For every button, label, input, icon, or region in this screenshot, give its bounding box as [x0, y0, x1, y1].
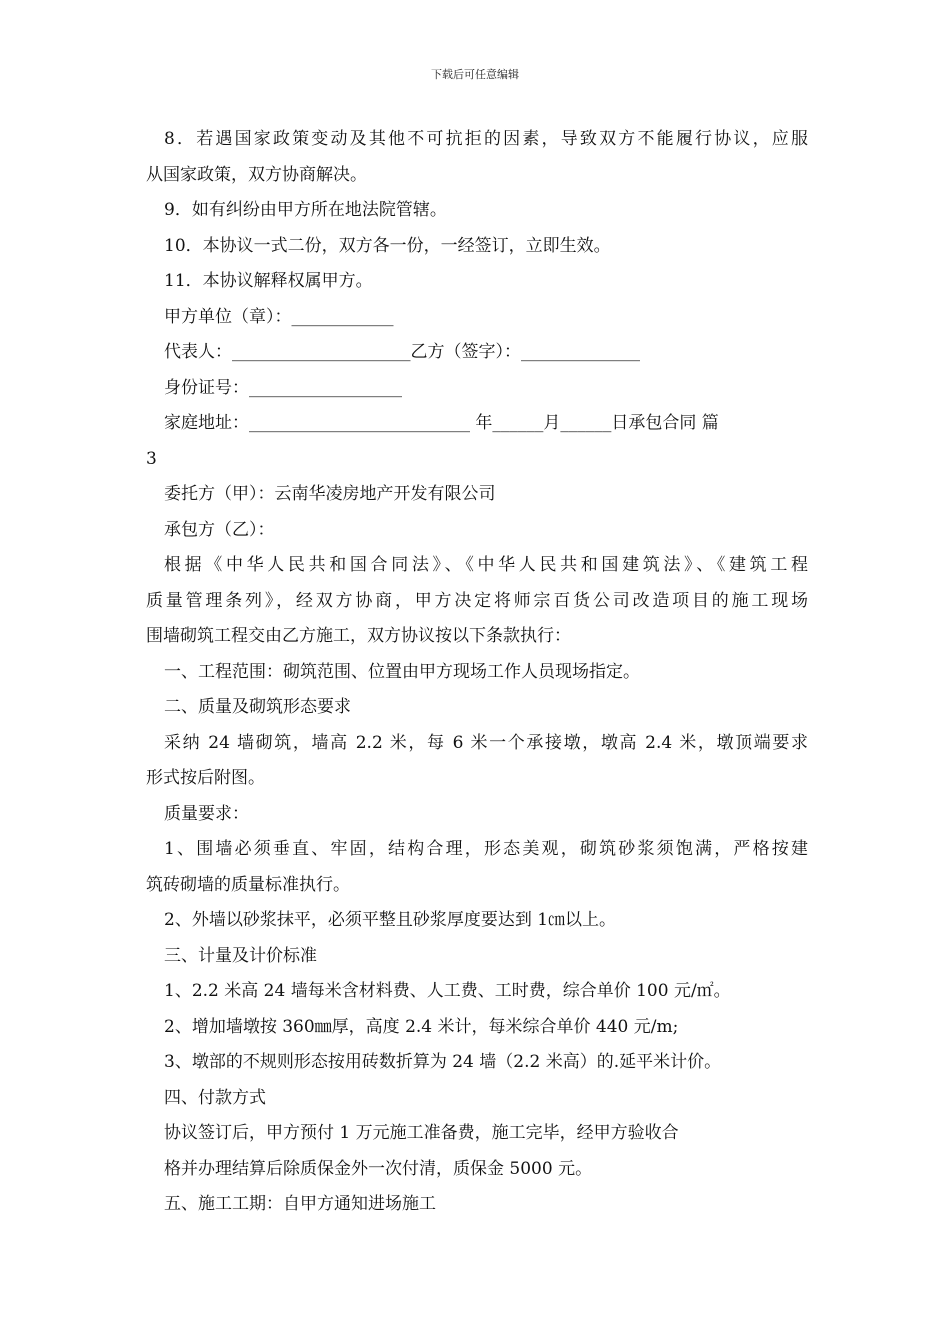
text-line: 2、外墙以砂浆抹平，必须平整且砂浆厚度要达到 1㎝以上。 [164, 910, 617, 930]
text-line: 承包方（乙）： [164, 519, 275, 540]
text-line: 格并办理结算后除质保金外一次付清，质保金 5000 元。 [164, 1158, 593, 1179]
text-line: 二、质量及砌筑形态要求 [164, 697, 351, 717]
text-line: 协议签订后，甲方预付 1 万元施工准备费，施工完毕，经甲方验收合 [164, 1123, 679, 1143]
text-line: 代表人：_____________________乙方（签字）：______________ [164, 342, 640, 362]
text-line: 围墙砌筑工程交由乙方施工，双方协议按以下条款执行： [146, 626, 571, 646]
text-line: 1、围墙必须垂直、牢固，结构合理，形态美观，砌筑砂浆须饱满，严格按建 [164, 839, 808, 859]
text-line: 一、工程范围：砌筑范围、位置由甲方现场工作人员现场指定。 [164, 661, 640, 682]
text-line: 身份证号：__________________ [164, 377, 402, 398]
text-line: 3 [146, 448, 157, 469]
text-line: 1、2.2 米高 24 墙每米含材料费、人工费、工时费，综合单价 100 元/㎡。 [164, 981, 731, 1001]
text-line: 委托方（甲）：云南华凌房地产开发有限公司 [164, 484, 496, 504]
text-line: 五、施工工期：自甲方通知进场施工 [164, 1194, 436, 1214]
text-line: 筑砖砌墙的质量标准执行。 [146, 874, 350, 895]
text-line: 3、墩部的不规则形态按用砖数折算为 24 墙（2.2 米高）的.延平米计价。 [164, 1052, 722, 1072]
text-line: 2、增加墙墩按 360㎜厚，高度 2.4 米计，每米综合单价 440 元/m; [164, 1016, 679, 1037]
text-line: 质量管理条列》，经双方协商，甲方决定将师宗百货公司改造项目的施工现场 [146, 590, 808, 611]
text-line: 10．本协议一式二份，双方各一份，一经签订，立即生效。 [164, 235, 611, 256]
text-line: 三、计量及计价标准 [164, 945, 317, 966]
text-line: 从国家政策，双方协商解决。 [146, 164, 367, 185]
text-line: 采纳 24 墙砌筑，墙高 2.2 米，每 6 米一个承接墩，墩高 2.4 米，墩顶端要求 [164, 732, 808, 753]
document-body [146, 126, 808, 1227]
text-line: 质量要求： [164, 803, 249, 824]
text-line: 9．如有纠纷由甲方所在地法院管辖。 [164, 200, 447, 220]
text-line: 家庭地址：__________________________ 年______月______日承包合同 篇 [164, 413, 719, 433]
text-line: 形式按后附图。 [146, 768, 265, 788]
page-header: 下载后可任意编辑 [431, 68, 519, 81]
text-line: 四、付款方式 [164, 1087, 266, 1108]
text-line: 11．本协议解释权属甲方。 [164, 271, 373, 291]
text-line: 甲方单位（章）：____________ [164, 306, 394, 327]
text-line: 根据《中华人民共和国合同法》、《中华人民共和国建筑法》、《建筑工程 [164, 555, 808, 575]
text-line: 8．若遇国家政策变动及其他不可抗拒的因素，导致双方不能履行协议，应服 [164, 129, 808, 149]
